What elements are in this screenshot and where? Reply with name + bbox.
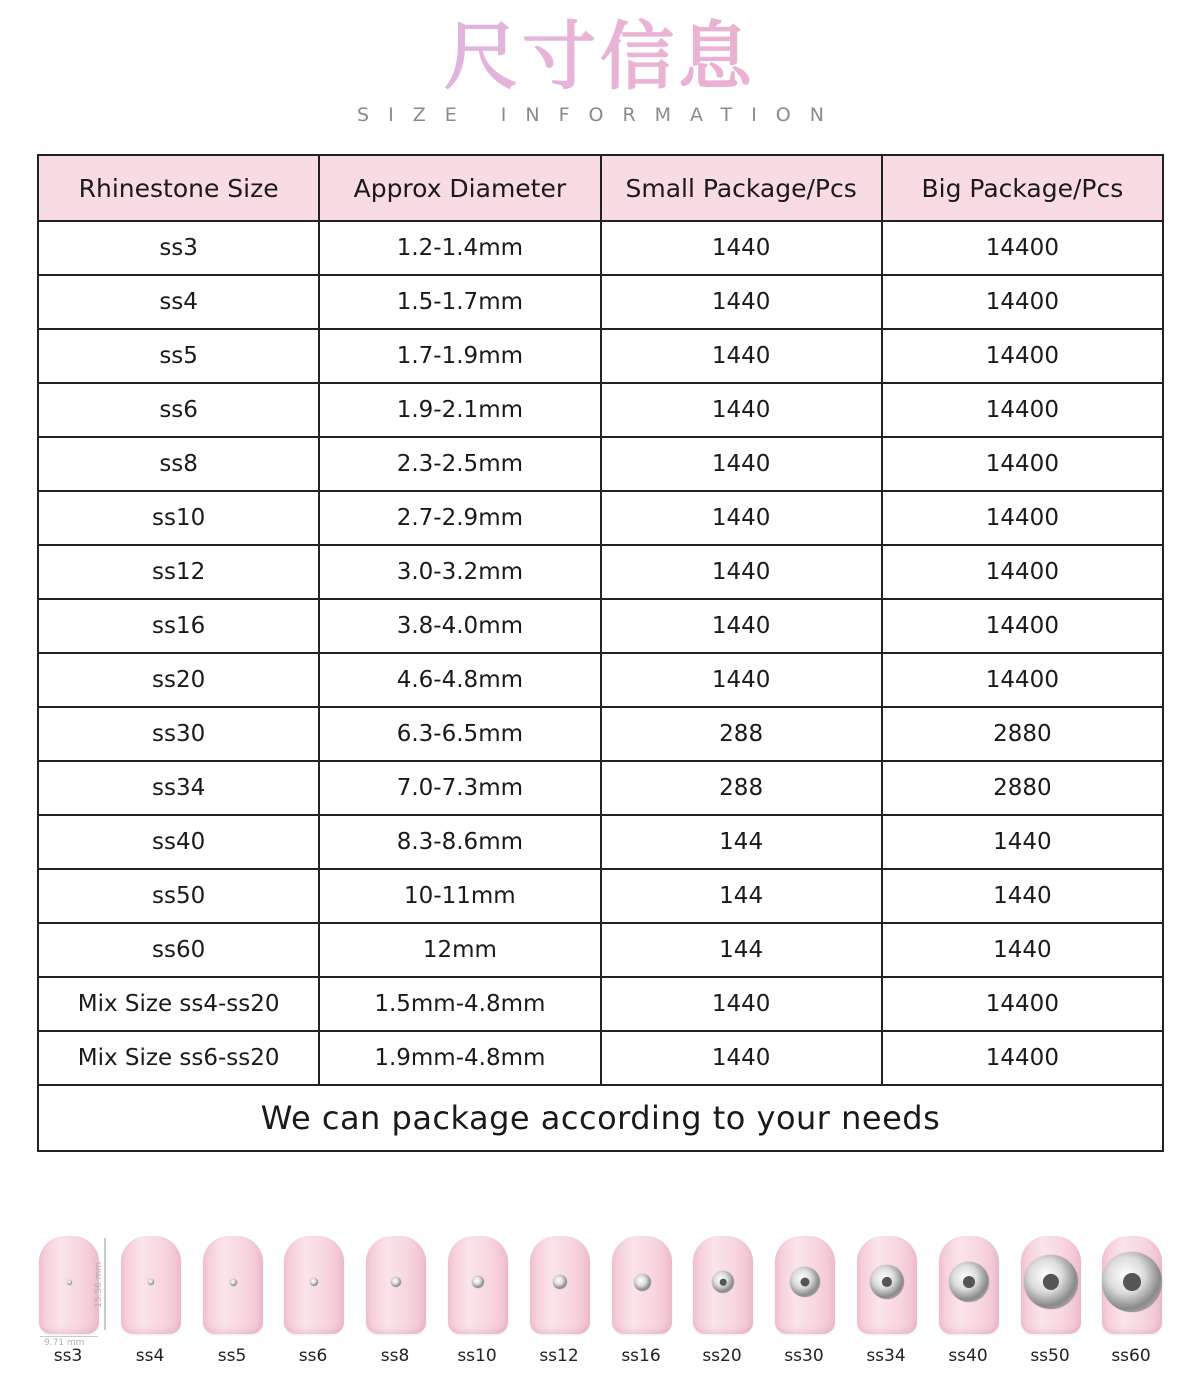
rhinestone-icon [391, 1277, 401, 1287]
cell-approx-diameter: 1.5-1.7mm [319, 275, 600, 329]
ruler-horizontal-label: 9.71 mm [44, 1338, 85, 1348]
rhinestone-icon [553, 1275, 567, 1289]
table-row [38, 275, 1163, 329]
cell-small-package: 1440 [601, 383, 882, 437]
cell-rhinestone-size: Mix Size ss4-ss20 [38, 977, 319, 1031]
cell-approx-diameter: 2.7-2.9mm [319, 491, 600, 545]
cell-rhinestone-size: ss34 [38, 761, 319, 815]
cell-rhinestone-size: ss20 [38, 653, 319, 707]
column-header-rhinestone-size: Rhinestone Size [38, 155, 319, 221]
cell-big-package: 14400 [882, 1031, 1163, 1085]
table-row [38, 491, 1163, 545]
rhinestone-core [1123, 1273, 1141, 1291]
table-footer-row [38, 1085, 1163, 1151]
ruler-horizontal [40, 1336, 98, 1337]
nail-sample [848, 1228, 930, 1368]
table-row [38, 869, 1163, 923]
cell-big-package: 14400 [882, 221, 1163, 275]
nail-shape [857, 1236, 917, 1334]
nail-shape [693, 1236, 753, 1334]
cell-small-package: 144 [601, 815, 882, 869]
cell-rhinestone-size: Mix Size ss6-ss20 [38, 1031, 319, 1085]
nail-sample-row [30, 1228, 1180, 1378]
cell-big-package: 14400 [882, 275, 1163, 329]
table-body [38, 221, 1163, 1085]
size-table [37, 154, 1164, 1152]
nail-size-label: ss6 [298, 1346, 328, 1366]
cell-approx-diameter: 12mm [319, 923, 600, 977]
cell-approx-diameter: 3.8-4.0mm [319, 599, 600, 653]
nail-shape [1102, 1236, 1162, 1334]
nail-size-label: ss50 [1030, 1346, 1070, 1366]
cell-big-package: 2880 [882, 707, 1163, 761]
cell-big-package: 14400 [882, 653, 1163, 707]
cell-small-package: 1440 [601, 977, 882, 1031]
cell-approx-diameter: 6.3-6.5mm [319, 707, 600, 761]
packaging-note: We can package according to your needs [38, 1085, 1163, 1151]
nail-shape [775, 1236, 835, 1334]
nail-shape [203, 1236, 263, 1334]
nail-size-label: ss20 [702, 1346, 742, 1366]
table-header-row [38, 155, 1163, 221]
ruler-vertical-label: 15.56 mm [94, 1261, 104, 1308]
cell-rhinestone-size: ss4 [38, 275, 319, 329]
nail-size-label: ss60 [1111, 1346, 1151, 1366]
table-row [38, 923, 1163, 977]
table-row [38, 653, 1163, 707]
rhinestone-icon [67, 1280, 72, 1285]
cell-small-package: 1440 [601, 221, 882, 275]
cell-rhinestone-size: ss10 [38, 491, 319, 545]
cell-rhinestone-size: ss50 [38, 869, 319, 923]
nail-sample [30, 1228, 112, 1368]
cell-rhinestone-size: ss60 [38, 923, 319, 977]
cell-approx-diameter: 1.9-2.1mm [319, 383, 600, 437]
table-row [38, 599, 1163, 653]
nail-sample [684, 1228, 766, 1368]
nail-size-label: ss8 [380, 1346, 410, 1366]
cell-rhinestone-size: ss30 [38, 707, 319, 761]
table-row [38, 221, 1163, 275]
nail-sample [1012, 1228, 1094, 1368]
rhinestone-icon [790, 1267, 820, 1297]
cell-rhinestone-size: ss12 [38, 545, 319, 599]
cell-big-package: 14400 [882, 545, 1163, 599]
rhinestone-core [1043, 1274, 1059, 1290]
nail-sample [603, 1228, 685, 1368]
nail-sample [357, 1228, 439, 1368]
cell-small-package: 1440 [601, 1031, 882, 1085]
nail-size-label: ss16 [621, 1346, 661, 1366]
ruler-vertical [104, 1238, 106, 1330]
table-row [38, 761, 1163, 815]
column-header-big-package: Big Package/Pcs [882, 155, 1163, 221]
rhinestone-icon [870, 1265, 904, 1299]
nail-shape [612, 1236, 672, 1334]
rhinestone-icon [1102, 1252, 1162, 1312]
cell-big-package: 14400 [882, 383, 1163, 437]
cell-approx-diameter: 8.3-8.6mm [319, 815, 600, 869]
rhinestone-icon [712, 1271, 734, 1293]
cell-approx-diameter: 4.6-4.8mm [319, 653, 600, 707]
cell-big-package: 14400 [882, 599, 1163, 653]
cell-small-package: 144 [601, 923, 882, 977]
nail-sample [1093, 1228, 1175, 1368]
cell-approx-diameter: 10-11mm [319, 869, 600, 923]
cell-big-package: 14400 [882, 329, 1163, 383]
title-english: SIZE INFORMATION [357, 104, 843, 126]
nail-sample [275, 1228, 357, 1368]
nail-shape [121, 1236, 181, 1334]
table-row [38, 1031, 1163, 1085]
nail-shape [939, 1236, 999, 1334]
rhinestone-core [801, 1278, 810, 1287]
cell-small-package: 288 [601, 707, 882, 761]
cell-rhinestone-size: ss8 [38, 437, 319, 491]
nail-sample [521, 1228, 603, 1368]
cell-big-package: 1440 [882, 869, 1163, 923]
cell-small-package: 1440 [601, 275, 882, 329]
cell-rhinestone-size: ss3 [38, 221, 319, 275]
nail-shape [39, 1236, 99, 1334]
cell-rhinestone-size: ss5 [38, 329, 319, 383]
table-row [38, 977, 1163, 1031]
cell-approx-diameter: 2.3-2.5mm [319, 437, 600, 491]
nail-sample [194, 1228, 276, 1368]
rhinestone-icon [949, 1262, 989, 1302]
cell-small-package: 1440 [601, 329, 882, 383]
rhinestone-icon [230, 1279, 237, 1286]
column-header-small-package: Small Package/Pcs [601, 155, 882, 221]
cell-approx-diameter: 1.5mm-4.8mm [319, 977, 600, 1031]
nail-sample [930, 1228, 1012, 1368]
cell-approx-diameter: 1.9mm-4.8mm [319, 1031, 600, 1085]
cell-small-package: 288 [601, 761, 882, 815]
nail-shape [284, 1236, 344, 1334]
rhinestone-icon [1024, 1255, 1078, 1309]
table-row [38, 707, 1163, 761]
cell-big-package: 14400 [882, 437, 1163, 491]
cell-small-package: 1440 [601, 437, 882, 491]
table-row [38, 383, 1163, 437]
table-row [38, 545, 1163, 599]
rhinestone-icon [148, 1279, 154, 1285]
nail-sample [439, 1228, 521, 1368]
nail-size-label: ss3 [53, 1346, 83, 1366]
nail-shape [530, 1236, 590, 1334]
rhinestone-core [720, 1279, 727, 1286]
nail-sample [112, 1228, 194, 1368]
cell-small-package: 144 [601, 869, 882, 923]
nail-size-label: ss10 [457, 1346, 497, 1366]
rhinestone-core [882, 1277, 892, 1287]
cell-approx-diameter: 3.0-3.2mm [319, 545, 600, 599]
cell-approx-diameter: 1.2-1.4mm [319, 221, 600, 275]
nail-size-label: ss12 [539, 1346, 579, 1366]
cell-rhinestone-size: ss16 [38, 599, 319, 653]
nail-size-label: ss34 [866, 1346, 906, 1366]
cell-small-package: 1440 [601, 599, 882, 653]
cell-small-package: 1440 [601, 491, 882, 545]
rhinestone-icon [634, 1274, 651, 1291]
table-row [38, 329, 1163, 383]
nail-size-label: ss5 [217, 1346, 247, 1366]
nail-shape [366, 1236, 426, 1334]
cell-rhinestone-size: ss40 [38, 815, 319, 869]
cell-approx-diameter: 1.7-1.9mm [319, 329, 600, 383]
cell-small-package: 1440 [601, 545, 882, 599]
nail-size-label: ss30 [784, 1346, 824, 1366]
column-header-approx-diameter: Approx Diameter [319, 155, 600, 221]
rhinestone-icon [472, 1276, 484, 1288]
nail-size-label: ss4 [135, 1346, 165, 1366]
cell-big-package: 1440 [882, 815, 1163, 869]
rhinestone-icon [310, 1278, 318, 1286]
table-row [38, 437, 1163, 491]
cell-small-package: 1440 [601, 653, 882, 707]
cell-big-package: 2880 [882, 761, 1163, 815]
table-row [38, 815, 1163, 869]
cell-rhinestone-size: ss6 [38, 383, 319, 437]
nail-sample [766, 1228, 848, 1368]
cell-big-package: 1440 [882, 923, 1163, 977]
nail-size-label: ss40 [948, 1346, 988, 1366]
cell-big-package: 14400 [882, 491, 1163, 545]
nail-shape [448, 1236, 508, 1334]
cell-approx-diameter: 7.0-7.3mm [319, 761, 600, 815]
title-chinese: 尺寸信息 [0, 12, 1200, 102]
rhinestone-core [963, 1276, 975, 1288]
cell-big-package: 14400 [882, 977, 1163, 1031]
nail-shape [1021, 1236, 1081, 1334]
